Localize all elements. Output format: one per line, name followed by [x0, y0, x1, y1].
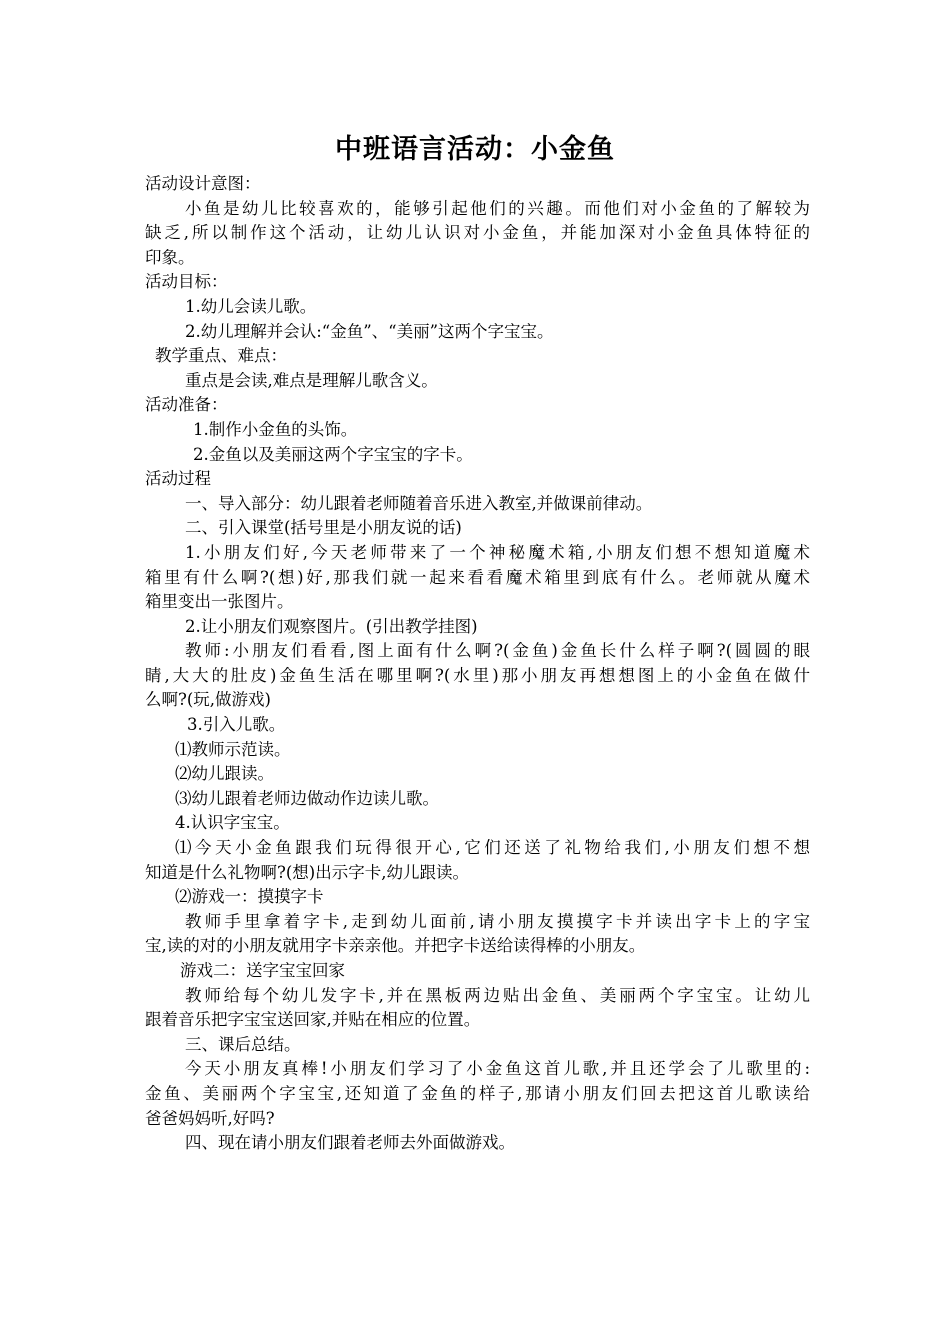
document-body [145, 172, 810, 1156]
text-line: 爸爸妈妈听,好吗? [145, 1108, 275, 1128]
text-line: 箱里有什么啊?(想)好,那我们就一起来看看魔术箱里到底有什么。老师就从魔术 [145, 567, 810, 587]
text-line: 今天小朋友真棒!小朋友们学习了小金鱼这首儿歌,并且还学会了儿歌里的: [185, 1059, 810, 1079]
text-line: 教学重点、难点： [155, 346, 287, 366]
text-line: ⑵游戏一：摸摸字卡 [175, 887, 324, 907]
text-line: 2.让小朋友们观察图片。(引出教学挂图) [185, 616, 478, 636]
text-line: 么啊?(玩,做游戏) [145, 690, 271, 710]
text-line: 1.小朋友们好,今天老师带来了一个神秘魔术箱,小朋友们想不想知道魔术 [185, 542, 810, 562]
text-line: ⑵幼儿跟读。 [175, 764, 274, 784]
text-line: 活动目标： [145, 272, 228, 292]
text-line: 箱里变出一张图片。 [145, 592, 294, 612]
text-line: ⑴今天小金鱼跟我们玩得很开心,它们还送了礼物给我们,小朋友们想不想 [175, 838, 810, 858]
text-line: 活动设计意图： [145, 174, 261, 193]
text-line: 二、引入课堂(括号里是小朋友说的话) [185, 518, 462, 538]
text-line: 睛,大大的肚皮)金鱼生活在哪里啊?(水里)那小朋友再想想图上的小金鱼在做什 [145, 665, 810, 685]
text-line: 3.引入儿歌。 [187, 715, 286, 735]
document-title: 中班语言活动：小金鱼 [335, 134, 615, 165]
text-line: 小鱼是幼儿比较喜欢的，能够引起他们的兴趣。而他们对小金鱼的了解较为 [185, 198, 810, 218]
text-line: 宝,读的对的小朋友就用字卡亲亲他。并把字卡送给读得棒的小朋友。 [145, 936, 646, 956]
text-line: 印象。 [145, 247, 195, 267]
text-line: 教师给每个幼儿发字卡,并在黑板两边贴出金鱼、美丽两个字宝宝。让幼儿 [185, 985, 810, 1005]
text-line: 四、现在请小朋友们跟着老师去外面做游戏。 [185, 1133, 515, 1153]
text-line: 跟着音乐把字宝宝送回家,并贴在相应的位置。 [145, 1010, 481, 1030]
text-line: ⑴教师示范读。 [175, 739, 291, 759]
text-line: 一、导入部分：幼儿跟着老师随着音乐进入教室,并做课前律动。 [185, 493, 653, 513]
text-line: 2.幼儿理解并会认:“金鱼”、“美丽”这两个字宝宝。 [185, 321, 554, 341]
text-line: 活动准备： [145, 395, 228, 415]
text-line: 金鱼、美丽两个字宝宝,还知道了金鱼的样子,那请小朋友们回去把这首儿歌读给 [145, 1083, 810, 1103]
text-line: 4.认识字宝宝。 [175, 813, 290, 833]
text-line: 三、课后总结。 [185, 1034, 301, 1054]
text-line: 教师手里拿着字卡,走到幼儿面前,请小朋友摸摸字卡并读出字卡上的字宝 [185, 911, 810, 931]
text-line: 2.金鱼以及美丽这两个字宝宝的字卡。 [193, 444, 473, 464]
text-line: 游戏二：送字宝宝回家 [180, 961, 345, 980]
text-line: 1.幼儿会读儿歌。 [185, 296, 317, 316]
text-line: ⑶幼儿跟着老师边做动作边读儿歌。 [175, 788, 439, 808]
text-line: 缺乏,所以制作这个活动，让幼儿认识对小金鱼，并能加深对小金鱼具体特征的 [145, 223, 810, 243]
text-line: 教师:小朋友们看看,图上面有什么啊?(金鱼)金鱼长什么样子啊?(圆圆的眼 [185, 641, 810, 661]
text-line: 重点是会读,难点是理解儿歌含义。 [185, 370, 438, 390]
text-line: 知道是什么礼物啊?(想)出示字卡,幼儿跟读。 [145, 862, 469, 882]
text-line: 活动过程 [145, 469, 211, 489]
text-line: 1.制作小金鱼的头饰。 [193, 419, 358, 439]
